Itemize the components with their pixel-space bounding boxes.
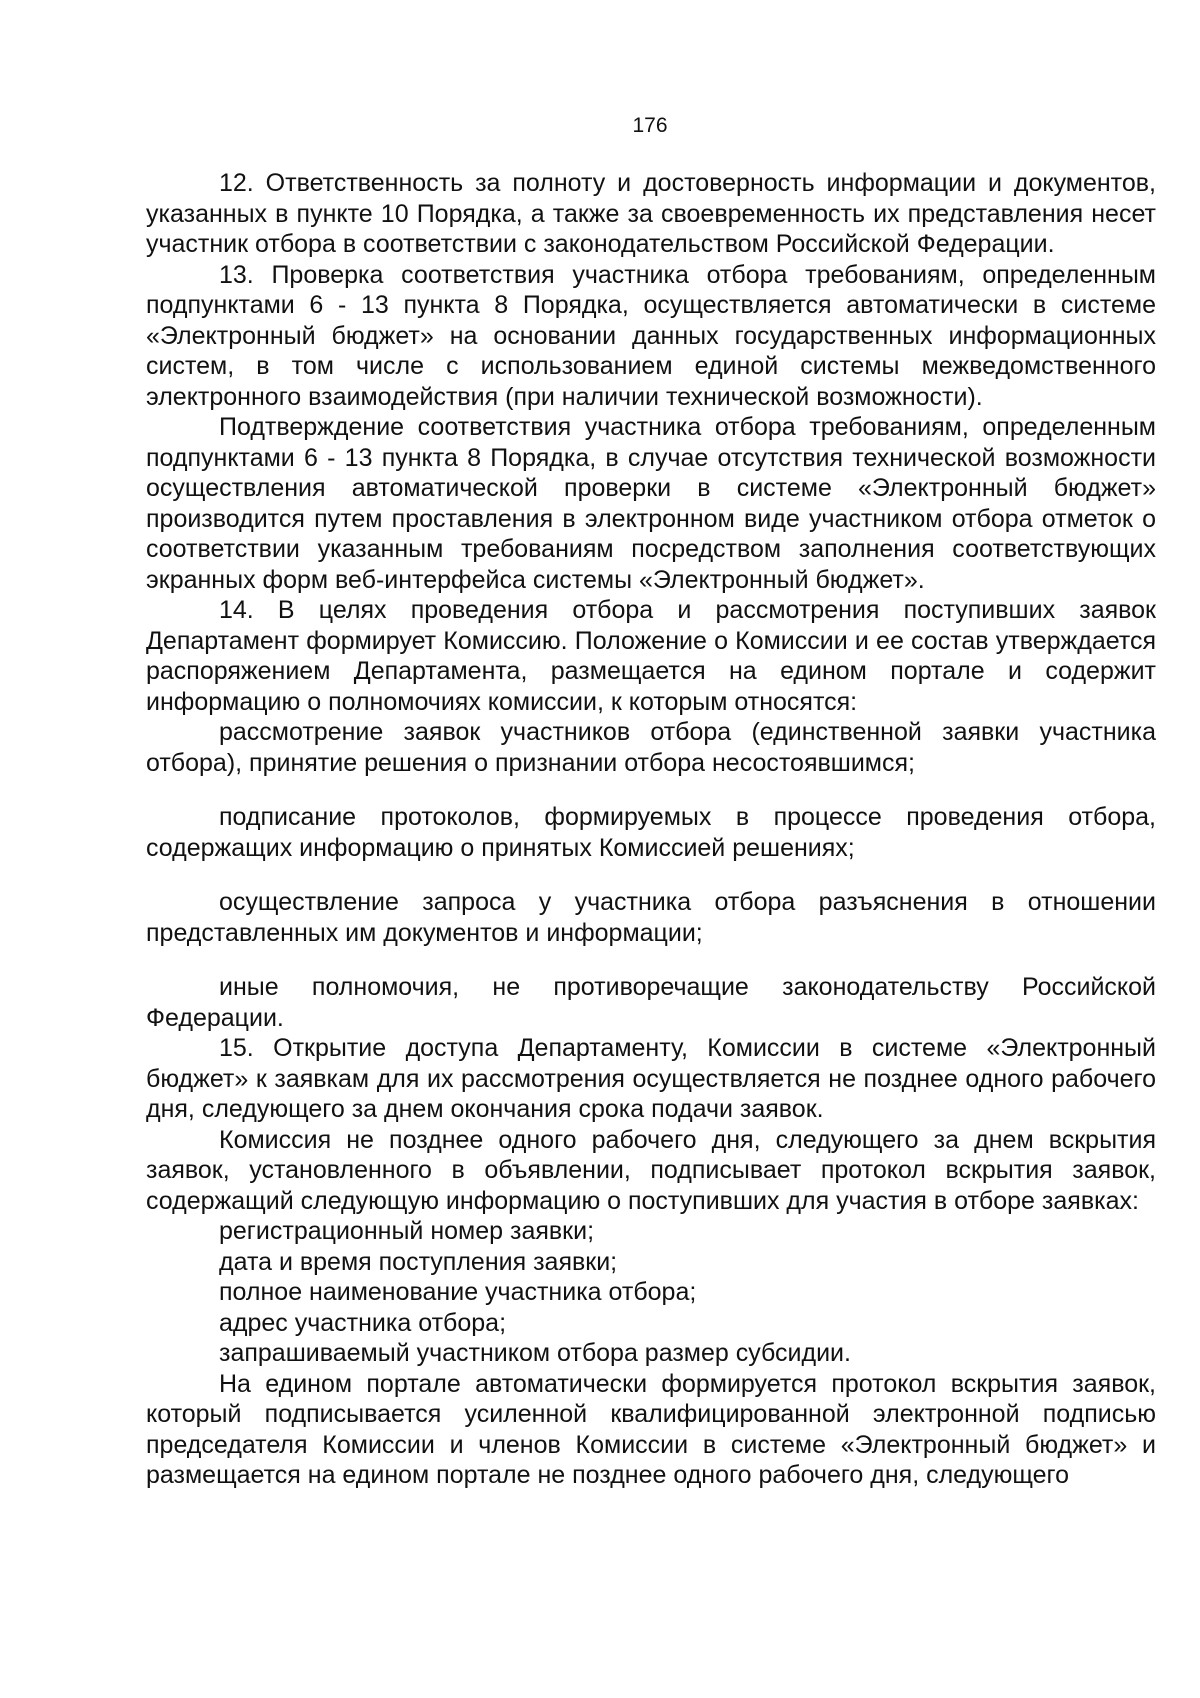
- paragraph-13-confirmation: Подтверждение соответствия участника отбора требованиям, определенным подпунктами 6 - 13 пункта 8 Порядка, в случае отсутствия технической возможности осуществления автоматической проверки в системе «Электронный бюджет» производится путем проставления в электронном виде участником отбора отметок о соответствии указанным требованиям посредством заполнения соответствующих экранных форм веб-интерфейса системы «Электронный бюджет».: [146, 413, 1156, 594]
- commission-power-other: иные полномочия, не противоречащие законодательству Российской Федерации.: [146, 973, 1156, 1032]
- paragraph-15-opening-protocol: Комиссия не позднее одного рабочего дня, следующего за днем вскрытия заявок, установленного в объявлении, подписывает протокол вскрытия заявок, содержащий следующую информацию о поступивших для участия в отборе заявках:: [146, 1125, 1156, 1215]
- paragraph-14: 14. В целях проведения отбора и рассмотрения поступивших заявок Департамент формирует Комиссию. Положение о Комиссии и ее состав утверждается распоряжением Департамента, размещается на едином портале и содержит информацию о полномочиях комиссии, к которым относятся:: [146, 596, 1156, 716]
- protocol-item-full-name: полное наименование участника отбора;: [219, 1278, 697, 1306]
- paragraph-15: 15. Открытие доступа Департаменту, Комиссии в системе «Электронный бюджет» к заявкам для их рассмотрения осуществляется не позднее одного рабочего дня, следующего за днем окончания срока подачи заявок.: [146, 1034, 1156, 1123]
- document-body: [146, 168, 1156, 1491]
- commission-power-request-clarification: осуществление запроса у участника отбора разъяснения в отношении представленных им документов и информации;: [146, 888, 1156, 947]
- protocol-item-subsidy-amount: запрашиваемый участником отбора размер субсидии.: [219, 1339, 851, 1367]
- paragraph-12: 12. Ответственность за полноту и достоверность информации и документов, указанных в пункте 10 Порядка, а также за своевременность их представления несет участник отбора в соответствии с законодательством Российской Федерации.: [146, 169, 1156, 258]
- page-number: 176: [632, 114, 668, 137]
- protocol-item-address: адрес участника отбора;: [219, 1308, 507, 1337]
- paragraph-portal-protocol: На едином портале автоматически формируется протокол вскрытия заявок, который подписывается усиленной квалифицированной электронной подписью председателя Комиссии и членов Комиссии в системе «Электронный бюджет» и размещается на едином портале не позднее одного рабочего дня, следующего: [146, 1369, 1156, 1489]
- protocol-item-date-time: дата и время поступления заявки;: [219, 1247, 618, 1276]
- protocol-item-registration-number: регистрационный номер заявки;: [219, 1217, 595, 1245]
- paragraph-13: 13. Проверка соответствия участника отбора требованиям, определенным подпунктами 6 - 13 пункта 8 Порядка, осуществляется автоматически в системе «Электронный бюджет» на основании данных государственных информационных систем, в том числе с использованием единой системы межведомственного электронного взаимодействия (при наличии технической возможности).: [146, 260, 1156, 411]
- commission-power-review: рассмотрение заявок участников отбора (единственной заявки участника отбора), принятие решения о признании отбора несостоявшимся;: [146, 718, 1156, 777]
- commission-power-sign-protocols: подписание протоколов, формируемых в процессе проведения отбора, содержащих информацию о принятых Комиссией решениях;: [146, 803, 1156, 862]
